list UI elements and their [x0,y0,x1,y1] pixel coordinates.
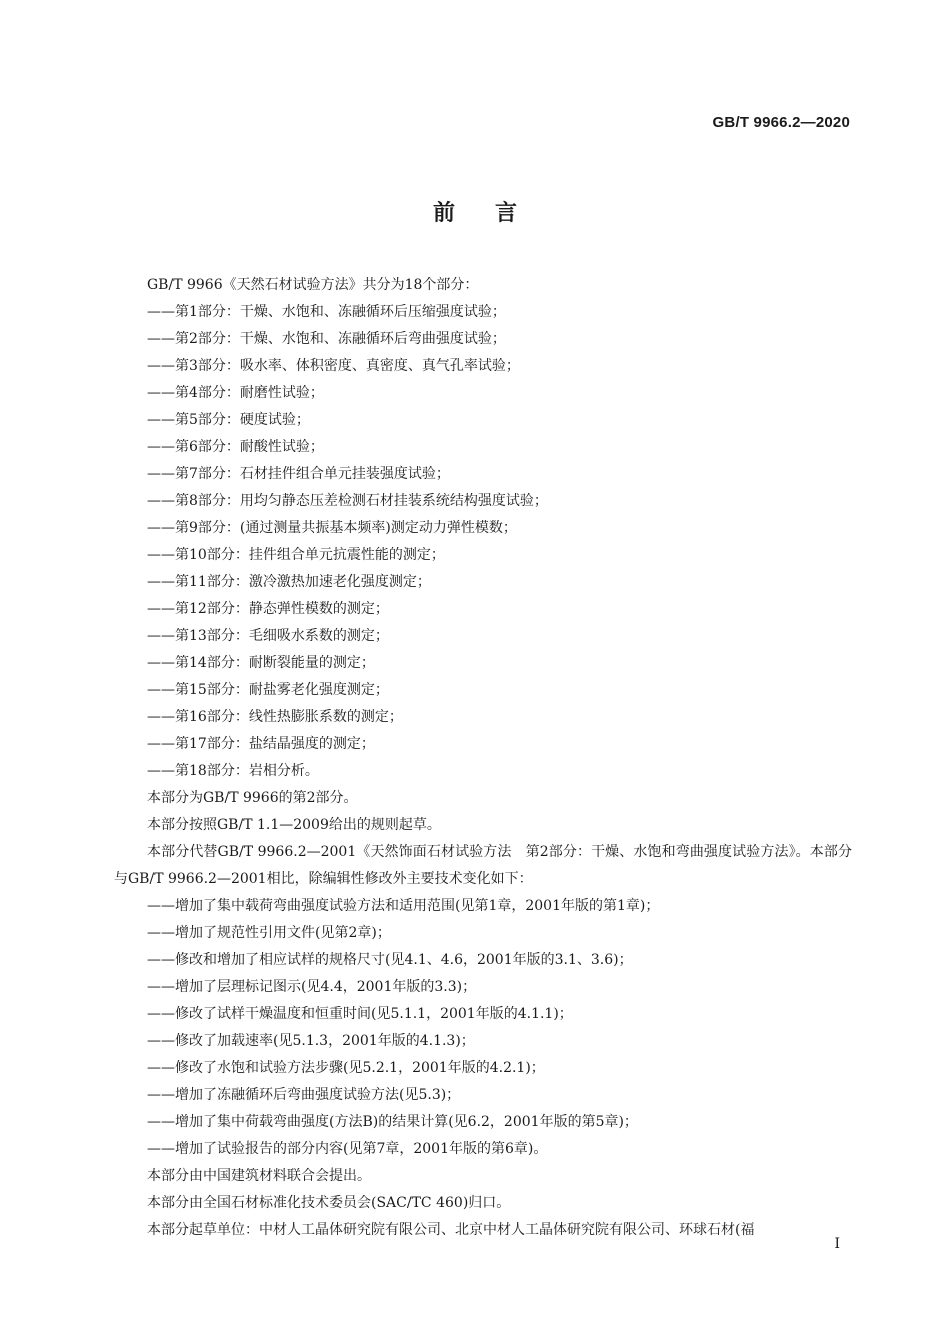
drafting-units-paragraph: 本部分起草单位：中材人工晶体研究院有限公司、北京中材人工晶体研究院有限公司、环球石材(福 [147,1222,755,1238]
change-list-item: ——增加了层理标记图示(见4.4，2001年版的3.3)； [147,979,477,995]
part-list-item: ——第15部分：耐盐雾老化强度测定； [147,682,389,698]
part-list-item: ——第14部分：耐断裂能量的测定； [147,655,375,671]
change-list-item: ——增加了集中荷载弯曲强度(方法B)的结果计算(见6.2，2001年版的第5章)； [147,1114,638,1130]
part-list-item: ——第7部分：石材挂件组合单元挂装强度试验； [147,466,450,482]
change-list-item: ——增加了试验报告的部分内容(见第7章，2001年版的第6章)。 [147,1141,548,1157]
part-list-item: ——第16部分：线性热膨胀系数的测定； [147,709,403,725]
part-list-item: ——第18部分：岩相分析。 [147,763,319,779]
change-list-item: ——修改了加载速率(见5.1.3，2001年版的4.1.3)； [147,1033,475,1049]
drafting-rule-paragraph: 本部分按照GB/T 1.1—2009给出的规则起草。 [147,817,441,833]
change-list-item: ——增加了集中载荷弯曲强度试验方法和适用范围(见第1章，2001年版的第1章)； [147,898,660,914]
part-list-item: ——第3部分：吸水率、体积密度、真密度、真气孔率试验； [147,358,520,374]
part-list-item: ——第9部分：(通过测量共振基本频率)测定动力弹性模数； [147,520,517,536]
part-list-item: ——第8部分：用均匀静态压差检测石材挂装系统结构强度试验； [147,493,548,509]
part-list-item: ——第13部分：毛细吸水系数的测定； [147,628,389,644]
page-number: I [834,1236,840,1252]
part-list-item: ——第1部分：干燥、水饱和、冻融循环后压缩强度试验； [147,304,506,320]
managed-by-paragraph: 本部分由全国石材标准化技术委员会(SAC/TC 460)归口。 [147,1195,511,1211]
replaces-paragraph: 本部分代替GB/T 9966.2—2001《天然饰面石材试验方法 第2部分：干燥、水饱和弯曲强度试验方法》。本部分与GB/T 9966.2—2001相比，除编辑性修改外主要技术变化如下： [114,844,852,887]
part-list-item: ——第10部分：挂件组合单元抗震性能的测定； [147,547,445,563]
change-list-item: ——增加了冻融循环后弯曲强度试验方法(见5.3)； [147,1087,461,1103]
part-list-item: ——第2部分：干燥、水饱和、冻融循环后弯曲强度试验； [147,331,506,347]
page-title: 前言 [432,201,557,226]
change-list-item: ——修改和增加了相应试样的规格尺寸(见4.1、4.6，2001年版的3.1、3.6)； [147,952,633,968]
change-list-item: ——修改了试样干燥温度和恒重时间(见5.1.1，2001年版的4.1.1)； [147,1006,573,1022]
part-list-item: ——第17部分：盐结晶强度的测定； [147,736,375,752]
change-list-item: ——增加了规范性引用文件(见第2章)； [147,925,391,941]
part-list-item: ——第11部分：激冷激热加速老化强度测定； [147,574,431,590]
part-list-item: ——第4部分：耐磨性试验； [147,385,324,401]
part-list-item: ——第5部分：硬度试验； [147,412,310,428]
change-list-item: ——修改了水饱和试验方法步骤(见5.2.1，2001年版的4.2.1)； [147,1060,545,1076]
part-of-paragraph: 本部分为GB/T 9966的第2部分。 [147,790,358,806]
part-list-item: ——第12部分：静态弹性模数的测定； [147,601,389,617]
intro-paragraph: GB/T 9966《天然石材试验方法》共分为18个部分： [147,277,479,293]
part-list-item: ——第6部分：耐酸性试验； [147,439,324,455]
proposed-by-paragraph: 本部分由中国建筑材料联合会提出。 [147,1168,371,1184]
standard-code: GB/T 9966.2—2020 [712,114,850,131]
foreword-body [114,272,852,1244]
